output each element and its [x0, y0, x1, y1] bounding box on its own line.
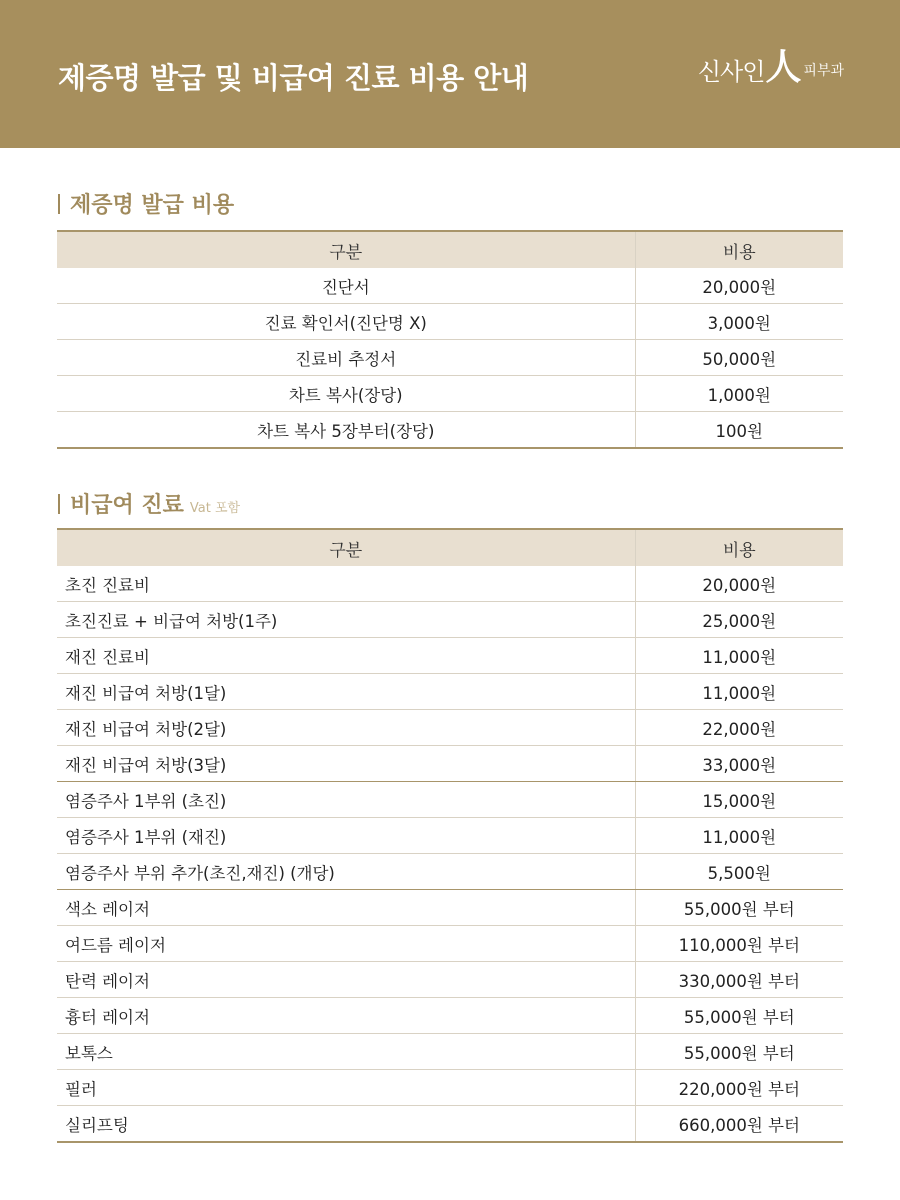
- item-name: 초진 진료비: [57, 566, 635, 602]
- item-price: 5,500원: [635, 854, 843, 890]
- item-price: 20,000원: [635, 566, 843, 602]
- table-row: [57, 710, 843, 746]
- item-price: 11,000원: [635, 818, 843, 854]
- table-row: [57, 782, 843, 818]
- item-name: 흉터 레이저: [57, 998, 635, 1034]
- section-title-certificate: [58, 188, 234, 219]
- table-row: [57, 304, 843, 340]
- item-name: 보톡스: [57, 1034, 635, 1070]
- table-row: [57, 1106, 843, 1143]
- item-name: 탄력 레이저: [57, 962, 635, 998]
- section-title-text: 비급여 진료: [70, 493, 184, 518]
- item-price: 220,000원 부터: [635, 1070, 843, 1106]
- section-bar-icon: [58, 194, 60, 214]
- section-bar-icon: [58, 494, 60, 514]
- table-row: [57, 268, 843, 304]
- table-row: [57, 376, 843, 412]
- item-price: 100원: [635, 412, 843, 449]
- table-row: [57, 926, 843, 962]
- certificate-fee-table: [57, 230, 843, 449]
- table-row: [57, 1070, 843, 1106]
- item-name: 초진진료 + 비급여 처방(1주): [57, 602, 635, 638]
- section-title-noncovered: [58, 488, 240, 519]
- item-name: 재진 진료비: [57, 638, 635, 674]
- table-row: [57, 638, 843, 674]
- table-row: [57, 412, 843, 449]
- page-title: 제증명 발급 및 비급여 진료 비용 안내: [58, 61, 529, 95]
- column-header-price: 비용: [635, 231, 843, 268]
- item-name: 여드름 레이저: [57, 926, 635, 962]
- table-header-row: [57, 231, 843, 268]
- table-row: [57, 890, 843, 926]
- item-price: 25,000원: [635, 602, 843, 638]
- column-header-category: 구분: [57, 529, 635, 566]
- item-name: 염증주사 부위 추가(초진,재진) (개당): [57, 854, 635, 890]
- item-name: 재진 비급여 처방(2달): [57, 710, 635, 746]
- table-row: [57, 998, 843, 1034]
- table-row: [57, 818, 843, 854]
- item-price: 330,000원 부터: [635, 962, 843, 998]
- item-price: 33,000원: [635, 746, 843, 782]
- item-price: 15,000원: [635, 782, 843, 818]
- table-row: [57, 340, 843, 376]
- section-title-text: 제증명 발급 비용: [70, 193, 235, 218]
- item-price: 55,000원 부터: [635, 998, 843, 1034]
- table-row: [57, 962, 843, 998]
- column-header-price: 비용: [635, 529, 843, 566]
- header-banner: [0, 0, 900, 148]
- table-row: [57, 566, 843, 602]
- item-name: 재진 비급여 처방(3달): [57, 746, 635, 782]
- item-name: 실리프팅: [57, 1106, 635, 1143]
- item-name: 진단서: [57, 268, 635, 304]
- item-name: 색소 레이저: [57, 890, 635, 926]
- item-name: 재진 비급여 처방(1달): [57, 674, 635, 710]
- item-price: 1,000원: [635, 376, 843, 412]
- logo-mark: 人: [765, 47, 802, 88]
- item-price: 3,000원: [635, 304, 843, 340]
- item-name: 필러: [57, 1070, 635, 1106]
- item-name: 차트 복사(장당): [57, 376, 635, 412]
- clinic-logo: [697, 47, 844, 88]
- item-price: 20,000원: [635, 268, 843, 304]
- item-name: 진료비 추정서: [57, 340, 635, 376]
- logo-text: 신사인: [697, 58, 765, 87]
- table-row: [57, 746, 843, 782]
- vat-note: Vat 포함: [189, 501, 241, 516]
- item-price: 55,000원 부터: [635, 1034, 843, 1070]
- item-price: 11,000원: [635, 638, 843, 674]
- table-row: [57, 674, 843, 710]
- item-name: 염증주사 1부위 (초진): [57, 782, 635, 818]
- column-header-category: 구분: [57, 231, 635, 268]
- table-row: [57, 602, 843, 638]
- item-name: 진료 확인서(진단명 X): [57, 304, 635, 340]
- item-name: 차트 복사 5장부터(장당): [57, 412, 635, 449]
- table-header-row: [57, 529, 843, 566]
- item-price: 22,000원: [635, 710, 843, 746]
- table-row: [57, 1034, 843, 1070]
- item-price: 660,000원 부터: [635, 1106, 843, 1143]
- item-price: 55,000원 부터: [635, 890, 843, 926]
- item-price: 50,000원: [635, 340, 843, 376]
- logo-subtext: 피부과: [803, 63, 844, 80]
- table-row: [57, 854, 843, 890]
- item-price: 110,000원 부터: [635, 926, 843, 962]
- noncovered-fee-table: [57, 528, 843, 1143]
- item-price: 11,000원: [635, 674, 843, 710]
- item-name: 염증주사 1부위 (재진): [57, 818, 635, 854]
